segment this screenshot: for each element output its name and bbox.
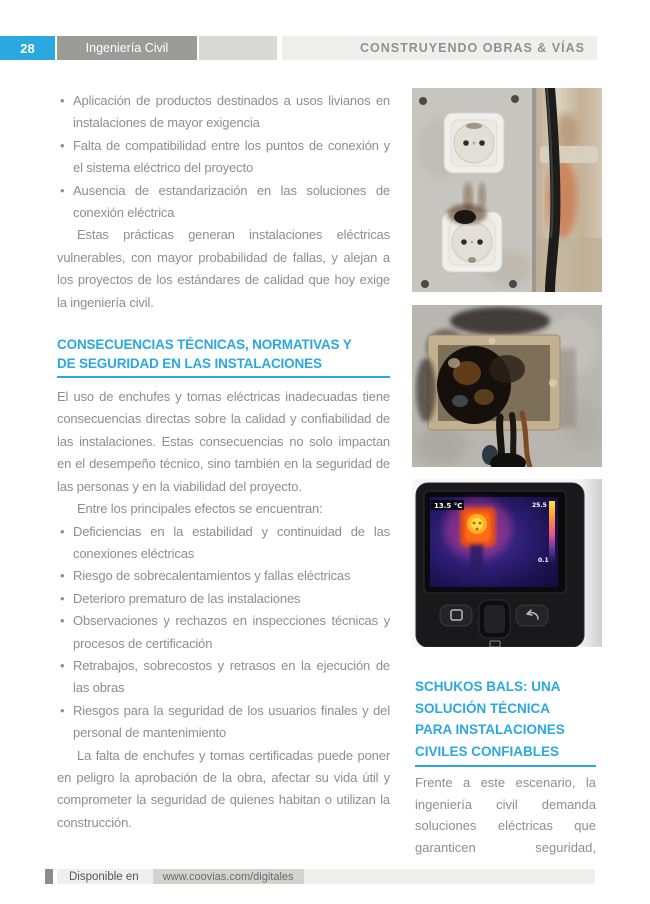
thermal-display (430, 497, 558, 587)
bullet-item: • Riesgos para la seguridad de los usuarios finales y del personal de mantenimiento (57, 700, 390, 745)
right-text-column (415, 676, 596, 859)
bullet-item: • Deterioro prematuro de las instalaciones (57, 588, 390, 610)
photo-thermal-camera (412, 479, 602, 647)
photo-burnt-junction-box (412, 305, 602, 467)
bullet-item: • Deficiencias en la estabilidad y continuidad de las conexiones eléctricas (57, 521, 390, 566)
left-text-column (57, 90, 390, 834)
bullet-item: • Observaciones y rechazos en inspecciones técnicas y procesos de certificación (57, 610, 390, 655)
intro-bullet-list (57, 90, 390, 224)
thermal-scale-min: 0.1 (538, 557, 549, 564)
footer-accent-square (45, 869, 53, 884)
footer-url[interactable]: www.coovias.com/digitales (153, 869, 304, 884)
footer-availability-label: Disponible en (69, 870, 139, 883)
thermal-scale-max: 25.5 (532, 502, 547, 509)
lead-in-line: Entre los principales efectos se encuentran: (77, 501, 323, 517)
magazine-title-bar (282, 36, 597, 60)
socket-upper (444, 113, 504, 173)
thermal-spot-temp: 13.5 °C (434, 502, 463, 510)
bullet-item: • Retrabajos, sobrecostos y retrasos en la ejecución de las obras (57, 655, 390, 700)
section-heading-schukos: SCHUKOS BALS: UNA SOLUCIÓN TÉCNICA PARA INSTALACIONES CIVILES CONFIABLES (415, 676, 596, 767)
thermal-scale-bar (549, 501, 555, 563)
display-mode-button[interactable] (440, 605, 472, 626)
bullet-item: • Falta de compatibilidad entre los puntos de conexión y el sistema eléctrico del proyecto (57, 135, 390, 180)
body-paragraph: Frente a este escenario, la ingeniería civil demanda soluciones eléctricas que garanticen seguridad, (415, 774, 596, 855)
magazine-title: CONSTRUYENDO OBRAS & VÍAS (359, 41, 585, 55)
page-number-badge (0, 36, 55, 60)
header-spacer-block (199, 36, 277, 60)
page-number: 28 (20, 40, 35, 56)
intro-paragraph: Estas prácticas generan instalaciones eléctricas vulnerables, con mayor probabilidad de fallas, y alejan a los proyectos de los estándares de calidad que hoy exige la ingeniería civil. (57, 227, 390, 310)
footer-bar (57, 869, 595, 884)
bullet-item: • Aplicación de productos destinados a usos livianos en instalaciones de mayor exigencia (57, 90, 390, 135)
socket-lower-burnt (442, 204, 502, 272)
bullet-item: • Riesgo de sobrecalentamientos y fallas eléctricas (57, 565, 390, 587)
section-label: Ingeniería Civil (57, 36, 197, 60)
photo-burnt-sockets (412, 88, 602, 292)
closing-paragraph: La falta de enchufes y tomas certificadas puede poner en peligro la aprobación de la obra, afectar su vida útil y comprometer la seguridad de quienes habitan o utilizan la construcción. (57, 747, 390, 830)
bullet-item: • Ausencia de estandarización en las soluciones de conexión eléctrica (57, 180, 390, 225)
body-paragraph: El uso de enchufes y tomas eléctricas inadecuadas tiene consecuencias directas sobre la calidad y confiabilidad de las instalaciones. Estas consecuencias no solo impactan en el desempeño técnico, sino también en la seguridad de las personas y en la viabilidad del proyecto. (57, 389, 390, 494)
section-heading-consequences: CONSECUENCIAS TÉCNICAS, NORMATIVAS Y DE SEGURIDAD EN LAS INSTALACIONES (57, 336, 390, 378)
effects-bullet-list (57, 521, 390, 745)
